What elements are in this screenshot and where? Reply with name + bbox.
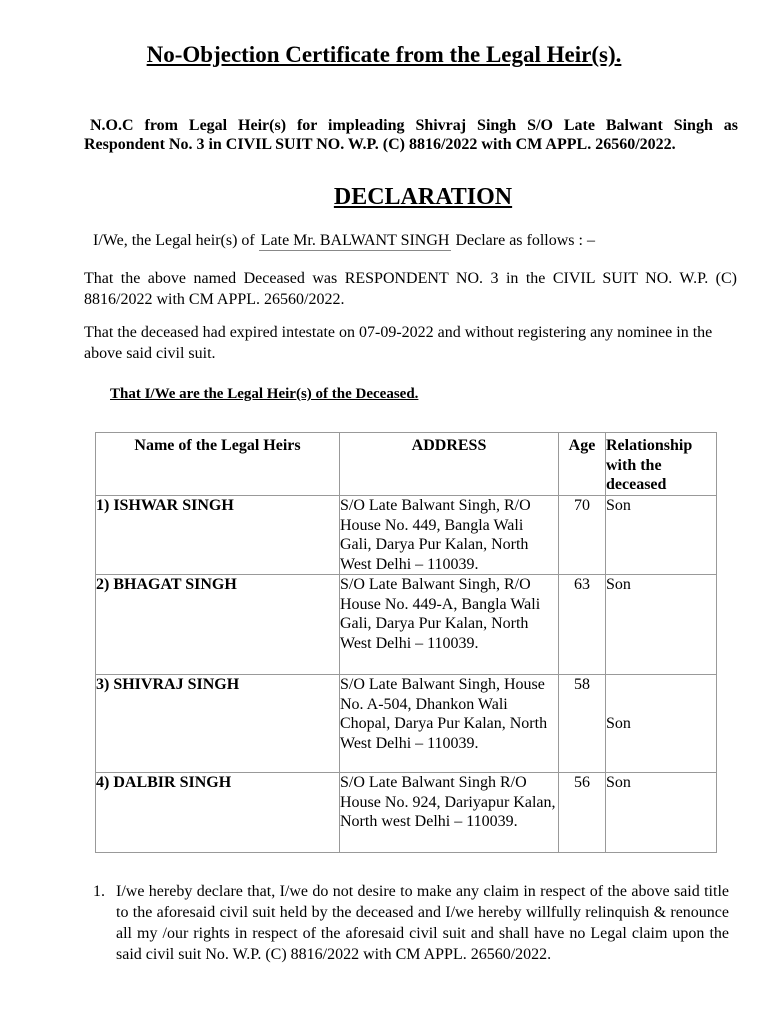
heir-name: 1) ISHWAR SINGH — [96, 496, 340, 575]
declaration-heading: DECLARATION — [333, 184, 513, 210]
heir-age: 58 — [559, 675, 606, 773]
heir-relationship: Son — [606, 496, 717, 575]
document-title: No-Objection Certificate from the Legal Heir(s). — [146, 42, 622, 67]
declaration-item — [93, 881, 729, 965]
heir-age: 70 — [559, 496, 606, 575]
heir-name: 2) BHAGAT SINGH — [96, 575, 340, 675]
heir-name: 3) SHIVRAJ SINGH — [96, 675, 340, 773]
header-age: Age — [559, 433, 606, 496]
intro-prefix: I/We, the Legal heir(s) of — [93, 232, 255, 249]
heir-name: 4) DALBIR SINGH — [96, 773, 340, 853]
intro-suffix: Declare as follows : – — [455, 232, 595, 249]
heir-address: S/O Late Balwant Singh, House No. A-504, Dhankon Wali Chopal, Darya Pur Kalan, North West Delhi – 110039. — [340, 675, 559, 773]
table-row — [96, 675, 717, 773]
respondent-paragraph: That the above named Deceased was RESPONDENT NO. 3 in the CIVIL SUIT NO. W.P. (C) 8816/2022 with CM APPL. 26560/2022. — [84, 270, 737, 308]
header-name: Name of the Legal Heirs — [96, 433, 340, 496]
noc-subject — [84, 116, 738, 154]
heir-age: 56 — [559, 773, 606, 853]
intestate-paragraph: That the deceased had expired intestate on 07-09-2022 and without registering any nominee in the above said civil suit. — [84, 324, 713, 362]
heir-address: S/O Late Balwant Singh, R/O House No. 449-A, Bangla Wali Gali, Darya Pur Kalan, North West Delhi – 110039. — [340, 575, 559, 675]
table-row — [96, 773, 717, 853]
noc-details: Shivraj Singh S/O Late Balwant Singh as Respondent No. 3 in CIVIL SUIT NO. W.P. (C) 8816/2022 with CM APPL. 26560/2022. — [84, 117, 739, 153]
heir-age: 63 — [559, 575, 606, 675]
heir-relationship: Son — [606, 773, 717, 853]
heir-relationship: Son — [606, 575, 717, 675]
legal-heirs-heading: That I/We are the Legal Heir(s) of the Deceased. — [110, 386, 419, 402]
declaration-text: I/we hereby declare that, I/we do not desire to make any claim in respect of the above said title to the aforesaid civil suit held by the deceased and I/we hereby willfully relinquish & renounce all my /our rights in respect of the aforesaid civil suit and shall have no Legal claim upon the said civil suit No. W.P. (C) 8816/2022 with CM APPL. 26560/2022. — [116, 883, 729, 963]
heir-address: S/O Late Balwant Singh, R/O House No. 449, Bangla Wali Gali, Darya Pur Kalan, North West Delhi – 110039. — [340, 496, 559, 575]
declaration-number: 1. — [93, 883, 105, 900]
heir-relationship: Son — [606, 675, 717, 773]
legal-heirs-table — [95, 432, 717, 853]
header-relationship: Relationship with the deceased — [606, 433, 717, 496]
header-address: ADDRESS — [340, 433, 559, 496]
table-row — [96, 575, 717, 675]
table-row — [96, 496, 717, 575]
noc-lead: N.O.C from Legal Heir(s) for impleading — [90, 117, 405, 134]
heir-address: S/O Late Balwant Singh R/O House No. 924, Dariyapur Kalan, North west Delhi – 110039. — [340, 773, 559, 853]
intro-line — [93, 232, 595, 251]
deceased-name-field: Late Mr. BALWANT SINGH — [260, 232, 450, 249]
table-header-row — [96, 433, 717, 496]
